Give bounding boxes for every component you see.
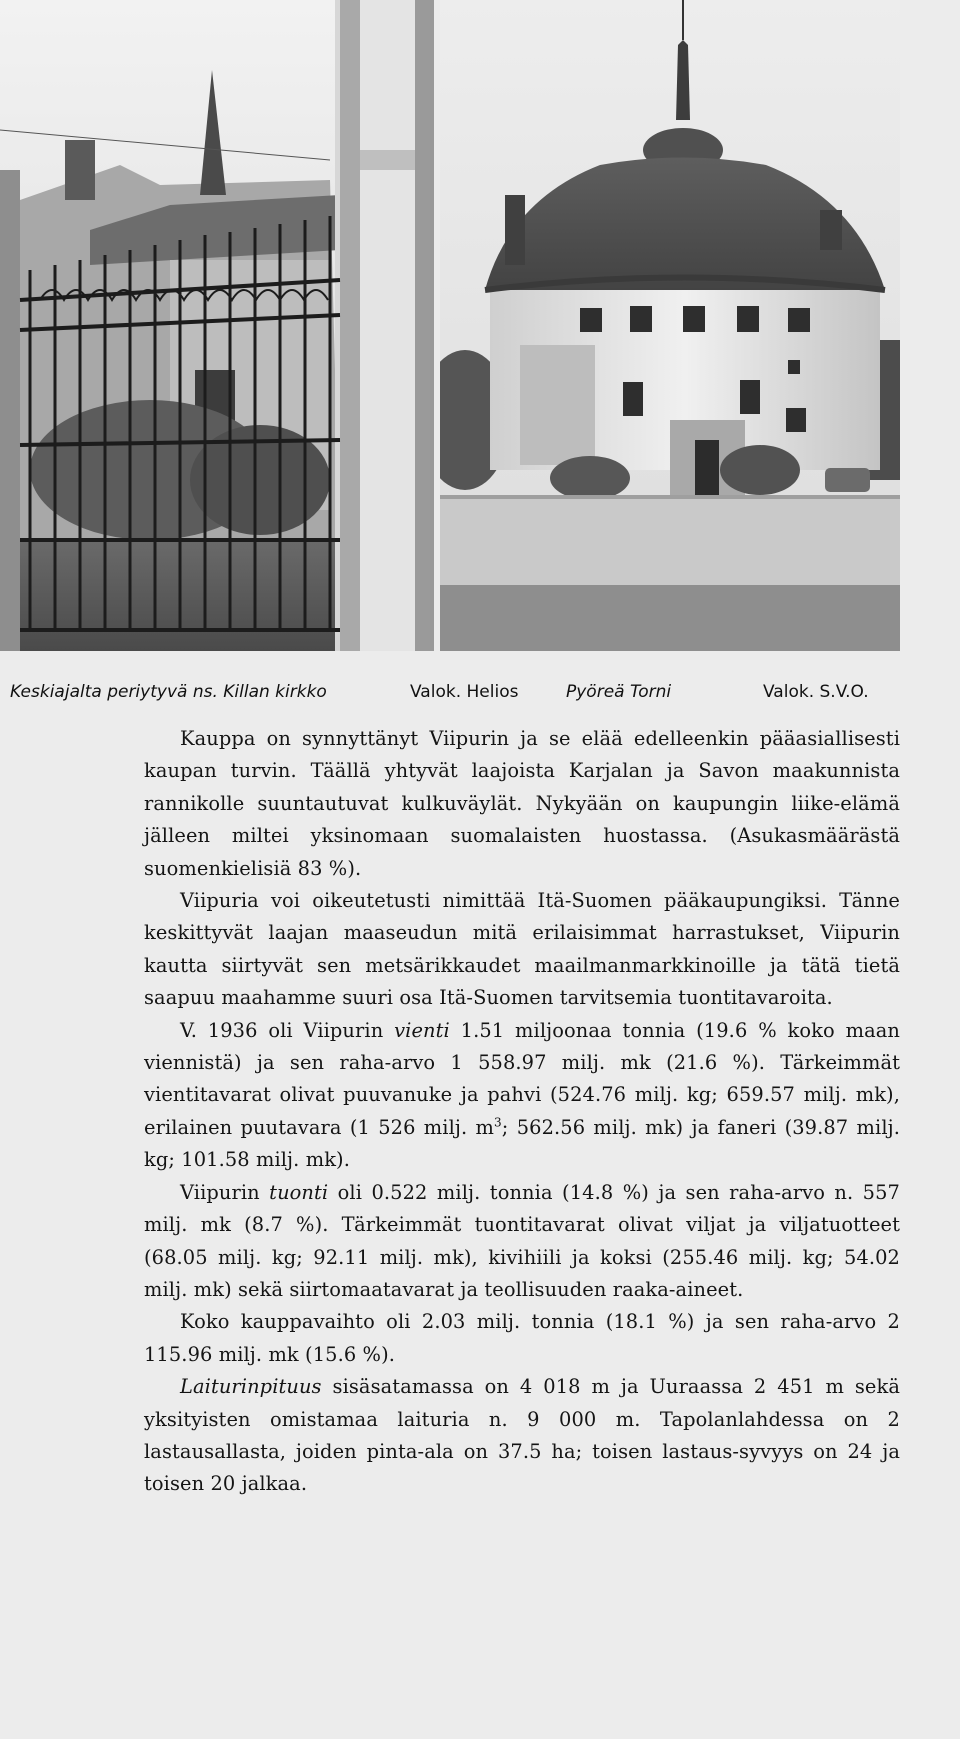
paragraph-export: V. 1936 oli Viipurin vienti 1.51 miljoonaa tonnia (19.6 % koko maan viennistä) ja sen raha-arvo 1 558.97 milj. mk (21.6 %). Tärkeimmät vientitavarat olivat puuvanuke ja pahvi (524.76 milj. kg; 659.57 milj. mk), erilainen puutavara (1 526 milj. $m^3$; 562.56 milj. mk) ja faneri (39.87 milj. kg; 101.58 milj. mk). <box>144 1018 901 1172</box>
round-tower-photo <box>440 0 900 651</box>
left-photo-caption: Keskiajalta periytyvä ns. Killan kirkko <box>10 682 327 702</box>
church-gate-photo <box>0 0 434 651</box>
paragraph-import: Viipurin tuonti oli 0.522 milj. tonnia (14.8 %) ja sen raha-arvo n. 557 milj. mk (8.7 %). Tärkeimmät tuontitavarat olivat viljat ja viljatuotteet (68.05 milj. kg; 92.11 milj. mk), kivihiili ja koksi (255.46 milj. kg; 54.02 milj. mk) sekä siirtomaatavarat ja teollisuuden raaka-aineet. <box>144 1180 900 1301</box>
export-term: vienti <box>394 1018 450 1042</box>
article-body <box>144 723 900 1501</box>
quay-length-term: Laiturinpituus <box>180 1375 322 1399</box>
photo-captions <box>10 682 910 708</box>
paragraph-trade: Kauppa on synnyttänyt Viipurin ja se elää edelleenkin pääasiallisesti kaupan turvin. Täällä yhtyvät laajoista Karjalan ja Savon maakunnista rannikolle suuntautuvat kulkuväylät. Nykyään on kaupungin liike-elämä jälleen miltei yksinomaan suomalaisten huostassa. (Asukasmäärästä suomenkielisiä 83 %). <box>144 727 900 880</box>
paragraph-total-trade: Koko kauppavaihto oli 2.03 milj. tonnia (18.1 %) ja sen raha-arvo 2 115.96 milj. mk (15.6 %). <box>144 1310 900 1366</box>
paragraph-quays: Laiturinpituus sisäsatamassa on 4 018 m ja Uuraassa 2 451 m sekä yksityisten omistamaa laituria n. 9 000 m. Tapolanlahdessa on 2 lastausallasta, joiden pinta-ala on 37.5 ha; toisen lastaus-syvyys on 24 ja toisen 20 jalkaa. <box>144 1375 900 1496</box>
left-photo-credit: Valok. Helios <box>410 682 519 702</box>
right-photo-caption: Pyöreä Torni <box>566 682 672 702</box>
paragraph-capital: Viipuria voi oikeutetusti nimittää Itä-Suomen pääkaupungiksi. Tänne keskittyvät laajan maaseudun mitä erilaisimmat harrastukset, Viipurin kautta siirtyvät sen metsärikkaudet maailmanmarkkinoille ja tätä tietä saapuu maahamme suuri osa Itä-Suomen tarvitsemia tuontitavaroita. <box>144 889 900 1010</box>
right-photo-credit: Valok. S.V.O. <box>763 682 869 702</box>
import-term: tuonti <box>269 1180 329 1204</box>
